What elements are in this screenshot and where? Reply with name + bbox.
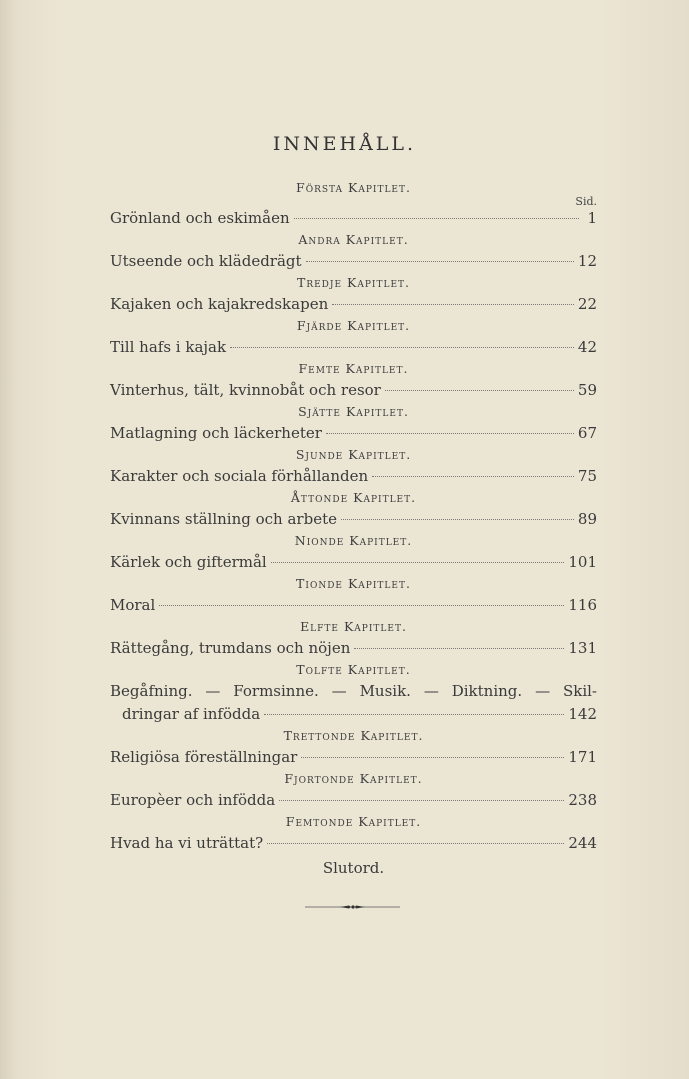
chapter-heading: Tolfte Kapitlet. <box>296 662 411 677</box>
toc-entry <box>110 422 597 445</box>
chapter-heading: Femtonde Kapitlet. <box>285 814 422 829</box>
toc-entry-page: 101 <box>568 553 597 571</box>
toc-entry-page: 89 <box>577 510 597 528</box>
toc-entry <box>110 746 597 769</box>
toc-entry-title: Utseende och klädedrägt <box>110 252 302 270</box>
leader-dots <box>294 218 579 219</box>
chapter-heading: Femte Kapitlet. <box>298 361 409 376</box>
chapter-heading: Sjunde Kapitlet. <box>295 447 412 462</box>
leader-dots <box>230 347 574 348</box>
toc-entry-title: Kärlek och giftermål <box>110 553 267 571</box>
toc-entry-page: 142 <box>568 705 597 723</box>
toc-entry <box>110 637 597 660</box>
toc-entry-page: 22 <box>577 295 597 313</box>
toc-entry-page: 67 <box>577 424 597 442</box>
toc-entry-page: 116 <box>568 596 597 614</box>
page-title: INNEHÅLL. <box>272 133 417 155</box>
chapter-heading: Fjärde Kapitlet. <box>296 318 411 333</box>
closing-entry: Slutord. <box>322 859 385 877</box>
leader-dots <box>326 433 574 434</box>
table-of-contents <box>110 178 597 880</box>
leader-dots <box>372 476 574 477</box>
chapter-heading: Fjortonde Kapitlet. <box>284 771 423 786</box>
toc-entry <box>110 207 597 230</box>
toc-entry-title: Vinterhus, tält, kvinnobåt och resor <box>110 381 381 399</box>
toc-entry-title-line2: dringar af infödda <box>122 705 261 723</box>
leader-dots <box>279 800 564 801</box>
chapter-heading: Elfte Kapitlet. <box>300 619 407 634</box>
toc-entry-line2 <box>110 703 597 726</box>
chapter-heading: Trettonde Kapitlet. <box>283 728 424 743</box>
leader-dots <box>159 605 564 606</box>
toc-entry <box>110 465 597 488</box>
leader-dots <box>354 648 564 649</box>
toc-entry <box>110 508 597 531</box>
toc-entry-page: 42 <box>577 338 597 356</box>
leader-dots <box>341 519 574 520</box>
toc-entry-page: 238 <box>568 791 597 809</box>
toc-entry-page: 1 <box>587 209 597 227</box>
chapter-heading: Nionde Kapitlet. <box>294 533 413 548</box>
leader-dots <box>267 843 564 844</box>
toc-entry-title: Kvinnans ställning och arbete <box>110 510 337 528</box>
chapter-heading: Sjätte Kapitlet. <box>298 404 409 419</box>
toc-entry-page: 59 <box>577 381 597 399</box>
toc-entry-title: Hvad ha vi uträttat? <box>110 834 264 852</box>
leader-dots <box>271 562 565 563</box>
toc-entry-title: Rättegång, trumdans och nöjen <box>110 639 351 657</box>
toc-entry-title: Europèer och infödda <box>110 791 276 809</box>
toc-entry <box>110 594 597 617</box>
leader-dots <box>306 261 574 262</box>
toc-entry-title-line1: Begåfning. — Formsinne. — Musik. — Diktning. — Skil- <box>110 682 597 700</box>
toc-entry-page: 75 <box>577 467 597 485</box>
toc-entry-page: 244 <box>568 834 597 852</box>
leader-dots <box>385 390 574 391</box>
chapter-heading: Tredje Kapitlet. <box>296 275 411 290</box>
toc-entry-title: Kajaken och kajakredskapen <box>110 295 329 313</box>
toc-entry-title: Grönland och eskimåen <box>110 209 290 227</box>
toc-entry <box>110 551 597 574</box>
toc-entry <box>110 680 597 726</box>
chapter-heading: Första Kapitlet. <box>296 180 411 195</box>
leader-dots <box>301 757 564 758</box>
chapter-heading: Åttonde Kapitlet. <box>290 490 417 505</box>
toc-entry-title: Karakter och sociala förhållanden <box>110 467 369 485</box>
chapter-heading: Andra Kapitlet. <box>298 232 409 247</box>
leader-dots <box>332 304 574 305</box>
leader-dots <box>264 714 564 715</box>
toc-entry-title: Till hafs i kajak <box>110 338 227 356</box>
toc-entry-title: Matlagning och läckerheter <box>110 424 322 442</box>
toc-entry-page: 12 <box>577 252 597 270</box>
ornament-divider-icon <box>305 904 400 910</box>
toc-entry-page: 131 <box>568 639 597 657</box>
page-column-label: Sid. <box>575 195 597 208</box>
toc-entry <box>110 336 597 359</box>
toc-entry-page: 171 <box>568 748 597 766</box>
toc-entry <box>110 250 597 273</box>
toc-entry-title: Religiösa föreställningar <box>110 748 298 766</box>
toc-entry <box>110 832 597 855</box>
toc-entry <box>110 789 597 812</box>
chapter-heading: Tionde Kapitlet. <box>296 576 411 591</box>
toc-entry <box>110 293 597 316</box>
toc-entry-title: Moral <box>110 596 156 614</box>
toc-entry <box>110 379 597 402</box>
